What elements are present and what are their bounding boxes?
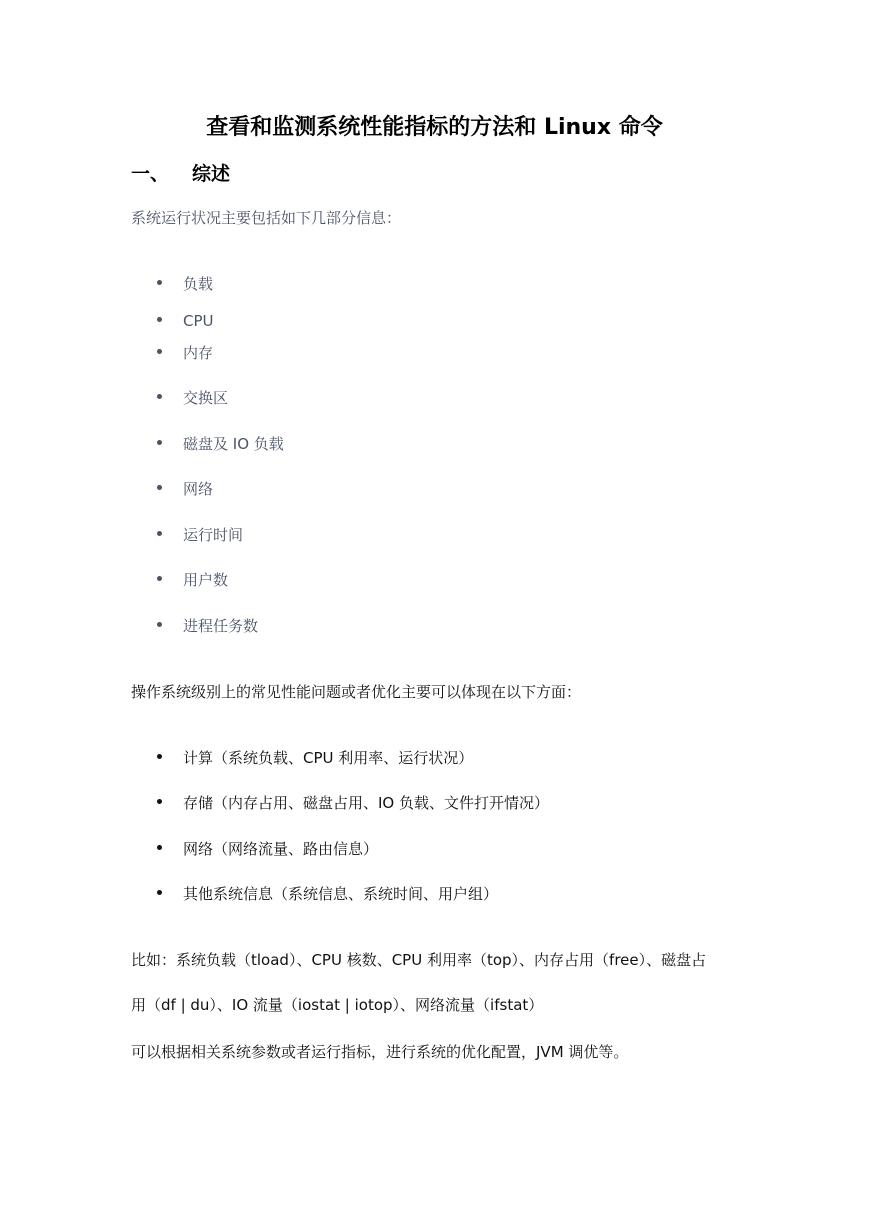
- list-item: 负载: [157, 273, 213, 295]
- list-item: 网络: [157, 478, 213, 500]
- bullet-icon: [157, 349, 162, 354]
- section-title: 综述: [192, 163, 231, 185]
- bullet-icon: [157, 394, 162, 399]
- list-item: 存储（内存占用、磁盘占用、IO 负载、文件打开情况）: [157, 792, 549, 814]
- intro-paragraph: 系统运行状况主要包括如下几部分信息：: [131, 209, 402, 227]
- list-item: 其他系统信息（系统信息、系统时间、用户组）: [157, 883, 498, 905]
- bullet-icon: [157, 754, 162, 759]
- bullet-icon: [157, 890, 162, 895]
- perf-intro-paragraph: 操作系统级别上的常见性能问题或者优化主要可以体现在以下方面：: [131, 683, 582, 701]
- conclusion-paragraph: 可以根据相关系统参数或者运行指标，进行系统的优化配置，JVM 调优等。: [131, 1043, 629, 1061]
- bullet-icon: [157, 622, 162, 627]
- bullet-icon: [157, 440, 162, 445]
- example-paragraph-line1: 比如：系统负载（tload）、CPU 核数、CPU 利用率（top）、内存占用（free）、磁盘占: [131, 951, 707, 969]
- document-title: 查看和监测系统性能指标的方法和 Linux 命令: [206, 115, 663, 140]
- bullet-icon: [157, 280, 162, 285]
- bullet-icon: [157, 845, 162, 850]
- section-heading: [131, 160, 230, 188]
- bullet-icon: [157, 576, 162, 581]
- list-item: 网络（网络流量、路由信息）: [157, 838, 378, 860]
- list-item: 磁盘及 IO 负载: [157, 433, 284, 455]
- example-paragraph-line2: 用（df | du）、IO 流量（iostat | iotop）、网络流量（ifstat）: [131, 996, 544, 1014]
- list-item: 交换区: [157, 387, 228, 409]
- list-item: 计算（系统负载、CPU 利用率、运行状况）: [157, 747, 473, 769]
- bullet-icon: [157, 531, 162, 536]
- list-item: CPU: [157, 310, 214, 332]
- bullet-icon: [157, 799, 162, 804]
- list-item: 用户数: [157, 569, 228, 591]
- list-item: 进程任务数: [157, 615, 258, 637]
- list-item: 运行时间: [157, 524, 243, 546]
- list-item: 内存: [157, 342, 213, 364]
- bullet-icon: [157, 485, 162, 490]
- bullet-icon: [157, 317, 162, 322]
- section-number: 一、: [131, 163, 170, 185]
